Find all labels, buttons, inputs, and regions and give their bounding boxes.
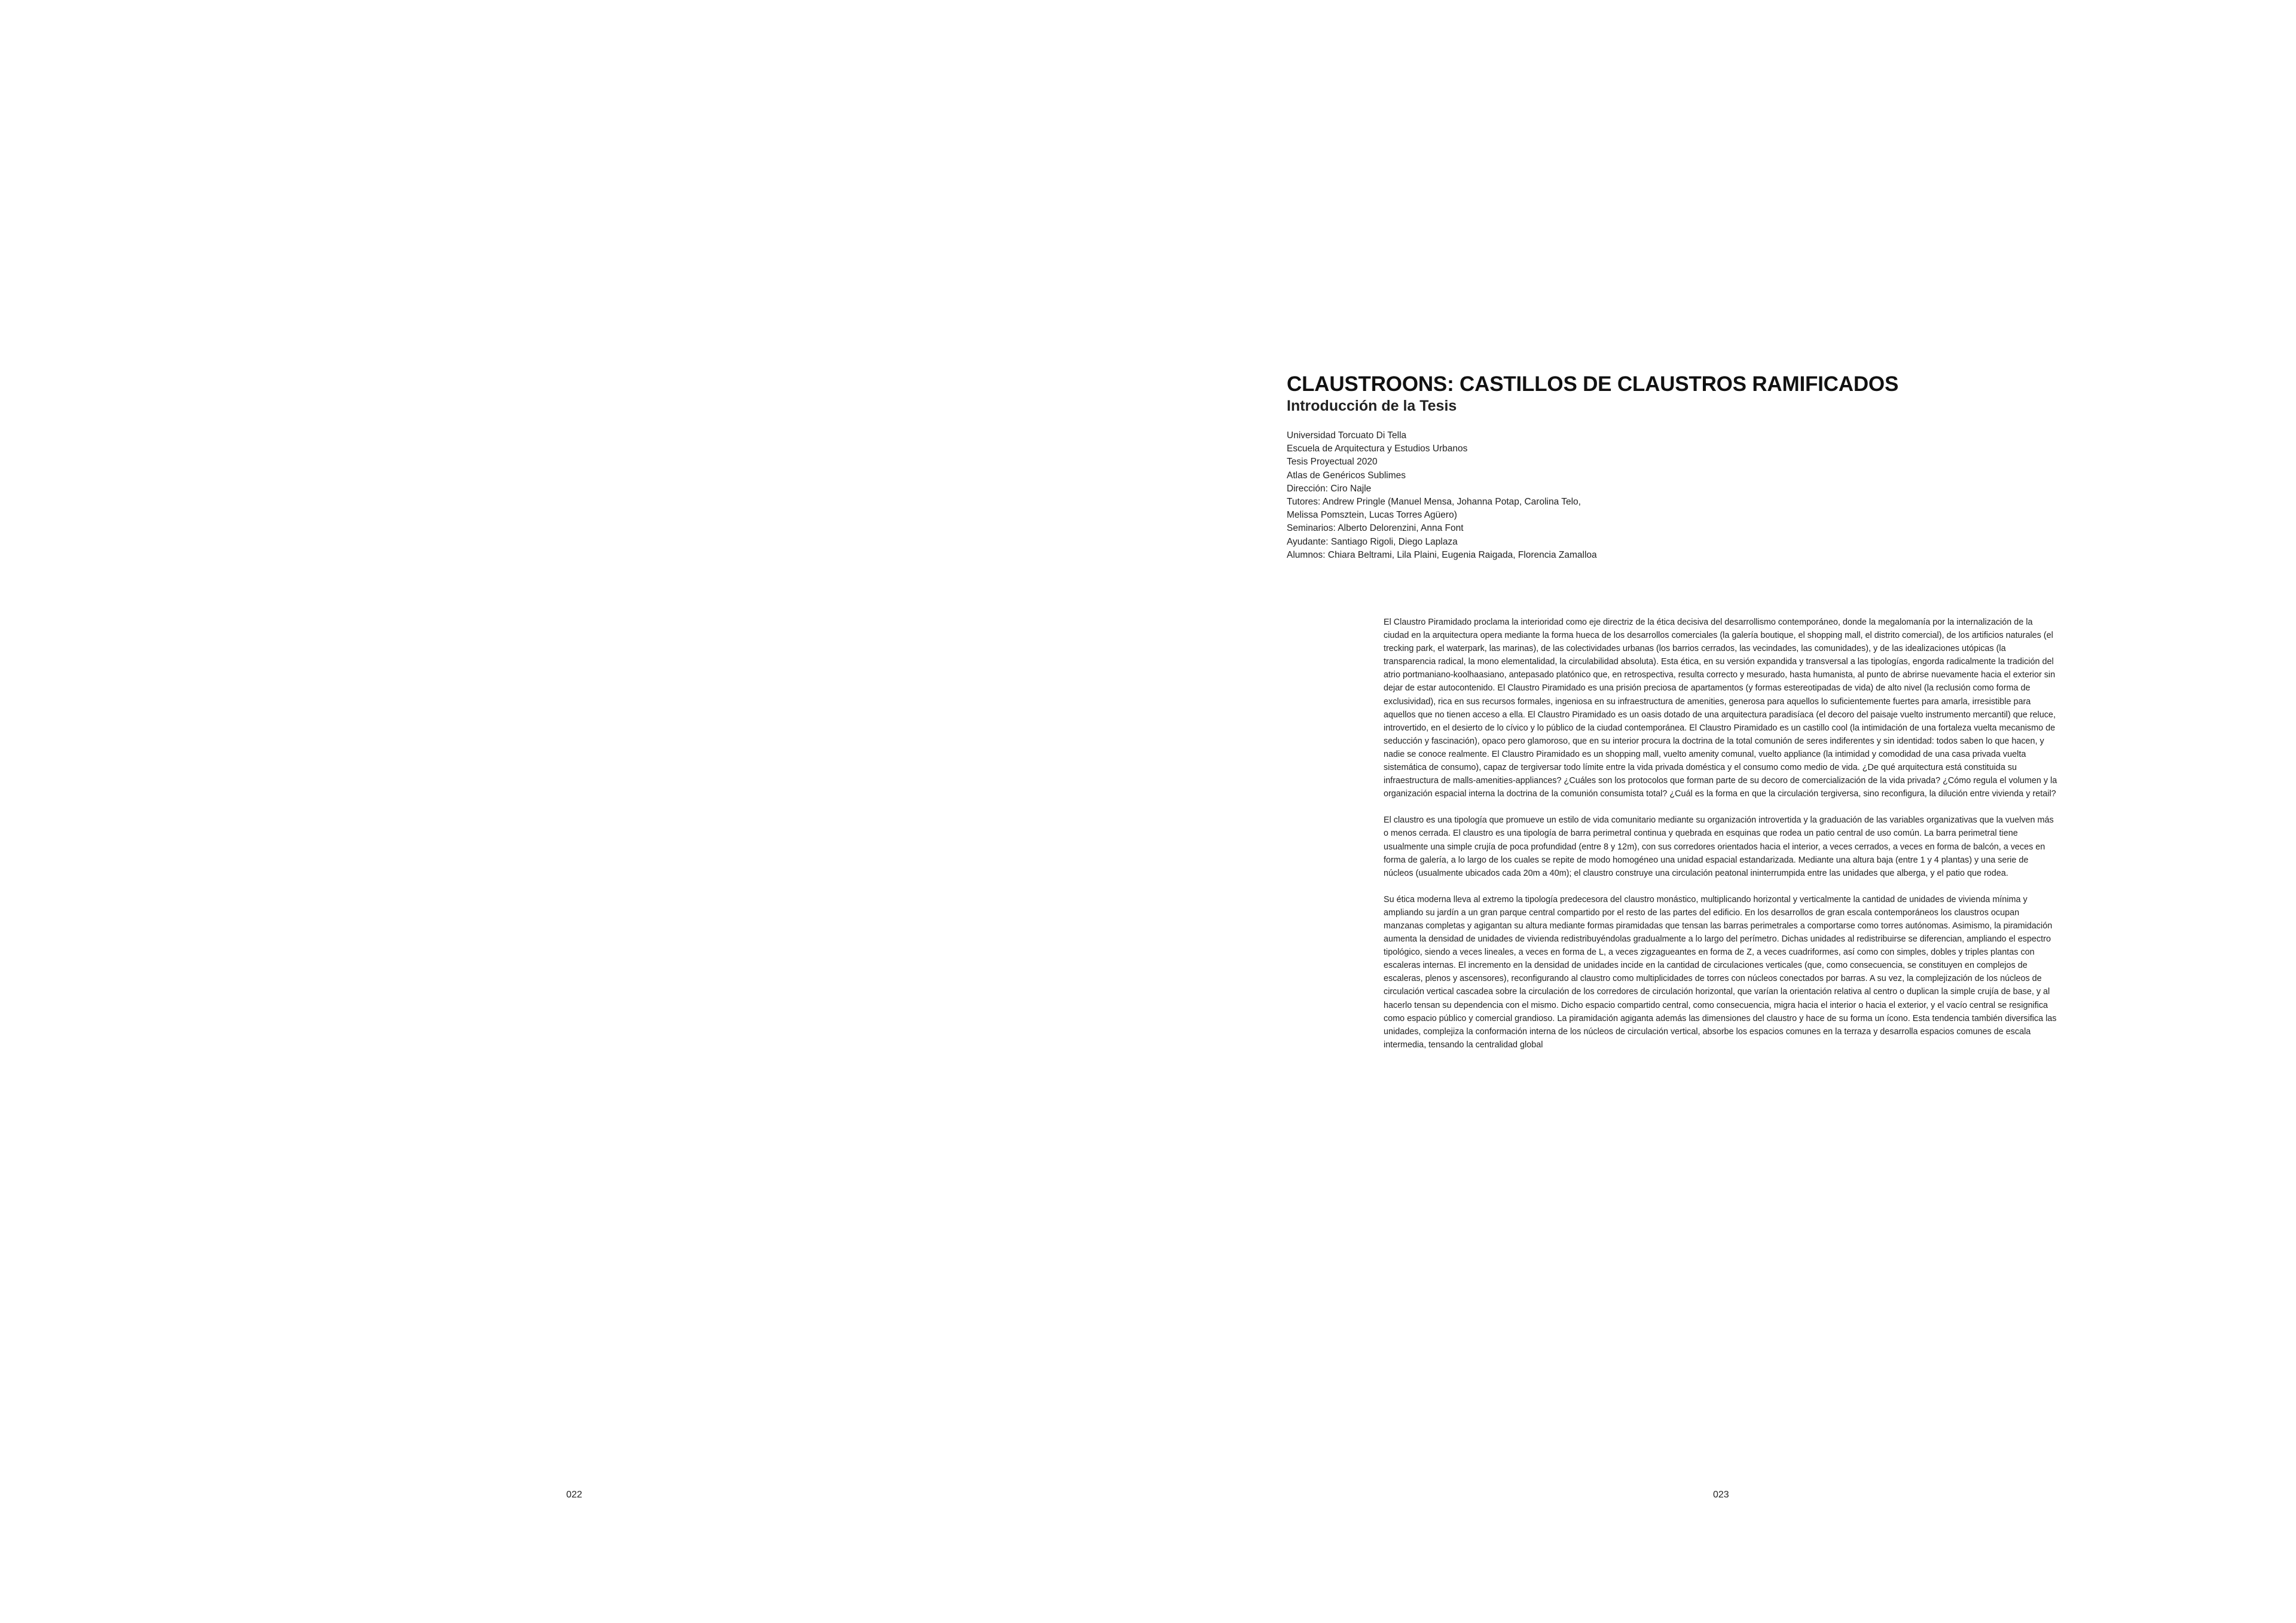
body-text	[1384, 616, 2059, 1065]
credit-line: Universidad Torcuato Di Tella	[1287, 430, 1407, 441]
page-title: CLAUSTROONS: CASTILLOS DE CLAUSTROS RAMIFICADOS	[1287, 372, 1899, 396]
credit-line: Dirección: Ciro Najle	[1287, 483, 1372, 494]
title-block	[1287, 372, 2064, 415]
credit-line: Tesis Proyectual 2020	[1287, 457, 1378, 467]
credit-line: Alumnos: Chiara Beltrami, Lila Plaini, Eugenia Raigada, Florencia Zamalloa	[1287, 549, 1597, 560]
credits-block	[1287, 429, 1705, 562]
credit-line: Melissa Pomsztein, Lucas Torres Agüero)	[1287, 510, 1457, 521]
credit-line: Escuela de Arquitectura y Estudios Urbanos	[1287, 444, 1468, 454]
body-paragraph: El claustro es una tipología que promueve un estilo de vida comunitario mediante su organización introvertida y la graduación de las variables organizativas que la vuelven más o menos cerrada. El claustro es una tipología de barra perimetral continua y quebrada en esquinas que rodea un patio central de uso común. La barra perimetral tiene usualmente una simple crujía de poca profundidad (entre 8 y 12m), con sus corredores orientados hacia el interior, a veces cerrados, a veces en forma de balcón, a veces en forma de galería, a lo largo de los cuales se repite de modo homogéneo una unidad espacial estandarizada. Mediante una altura baja (entre 1 y 4 plantas) y una serie de núcleos (usualmente ubicados cada 20m a 40m); el claustro construye una circulación peatonal ininterrumpida entre las unidades que alberga, y el patio que rodea.	[1384, 815, 2054, 878]
body-paragraph: El Claustro Piramidado proclama la interioridad como eje directriz de la ética decisiva del desarrollismo contemporáneo, donde la megalomanía por la internalización de la ciudad en la arquitectura opera mediante la forma hueca de los desarrollos comerciales (la galería boutique, el shopping mall, el distrito comercial), de los artificios naturales (el trecking park, el waterpark, las marinas), de las colectividades urbanas (los barrios cerrados, las vecindades, las comunidades), y de las idealizaciones utópicas (la transparencia radical, la mono elementalidad, la circulabilidad absoluta). Esta ética, en su versión expandida y transversal a las tipologías, engorda radicalmente la tradición del atrio portmaniano-koolhaasiano, antepasado platónico que, en retrospectiva, resulta correcto y mesurado, hasta humanista, al punto de abrirse nuevamente hacia el exterior sin dejar de estar autocontenido. El Claustro Piramidado es una prisión preciosa de apartamentos (y formas estereotipadas de vida) de alto nivel (la reclusión como forma de exclusividad), rica en sus recursos formales, ingeniosa en su infraestructura de amenities, generosa para aquellos lo suficientemente fuertes para amarla, irresistible para aquellos que no tienen acceso a ella. El Claustro Piramidado es un oasis dotado de una arquitectura paradisíaca (el decoro del paisaje vuelto instrumento mercantil) que reluce, introvertido, en el desierto de lo cívico y lo público de la ciudad contemporánea. El Claustro Piramidado es un castillo cool (la intimidación de una fortaleza vuelta mecanismo de seducción y fascinación), opaco pero glamoroso, que en su interior procura la doctrina de la total comunión de seres indiferentes y sin identidad: todos saben lo que hacen, y nadie se conoce realmente. El Claustro Piramidado es un shopping mall, vuelto amenity comunal, vuelto appliance (la intimidad y comodidad de una casa privada vuelta sistemática de consumo), capaz de tergiversar todo límite entre la vida privada doméstica y el consumo como medio de vida. ¿De qué arquitectura está constituida su infraestructura de malls-amenities-appliances? ¿Cuáles son los protocolos que forman parte de su decoro de comercialización de la vida privada? ¿Cómo regula el volumen y la organización espacial interna la doctrina de la comunión consumista total? ¿Cuál es la forma en que la circulación tergiversa, sino reconfigura, la dilución entre vivienda y retail?	[1384, 618, 2057, 799]
page-subtitle: Introducción de la Tesis	[1287, 398, 1457, 414]
page-number-right: 023	[1713, 1490, 1729, 1500]
credit-line: Seminarios: Alberto Delorenzini, Anna Font	[1287, 523, 1464, 534]
page-number-left: 022	[566, 1490, 582, 1500]
credit-line: Ayudante: Santiago Rigoli, Diego Laplaza	[1287, 536, 1458, 547]
body-paragraph: Su ética moderna lleva al extremo la tipología predecesora del claustro monástico, multiplicando horizontal y verticalmente la cantidad de unidades de vivienda mínima y ampliando su jardín a un gran parque central compartido por el resto de las partes del edificio. En los desarrollos de gran escala contemporáneos los claustros ocupan manzanas completas y agigantan su altura mediante formas piramidadas que tensan las barras perimetrales a comportarse como torres autónomas. Asimismo, la piramidación aumenta la densidad de unidades de vivienda redistribuyéndolas gradualmente a lo largo del perímetro. Dichas unidades al redistribuirse se diferencian, ampliando el espectro tipológico, siendo a veces lineales, a veces en forma de L, a veces zigzagueantes en forma de Z, a veces cuadriformes, así como con simples, dobles y triples plantas con escaleras internas. El incremento en la densidad de unidades incide en la cantidad de circulaciones verticales (que, como consecuencia, se constituyen en complejos de escaleras, plenos y ascensores), reconfigurando al claustro como multiplicidades de torres con núcleos conectados por barras. A su vez, la complejización de los núcleos de circulación vertical cascadea sobre la circulación de los corredores de circulación horizontal, que varían la orientación relativa al centro o duplican la simple crujía de base, y al hacerlo tensan su dependencia con el mismo. Dicho espacio compartido central, como consecuencia, migra hacia el interior o hacia el exterior, y el vacío central se resignifica como espacio público y comercial grandioso. La piramidación agiganta además las dimensiones del claustro y hace de su forma un ícono. Esta tendencia también diversifica las unidades, complejiza la conformación interna de los núcleos de circulación vertical, absorbe los espacios comunes en la terraza y desarrolla espacios comunes de escala intermedia, tensando la centralidad global	[1384, 894, 2057, 1050]
credit-line: Atlas de Genéricos Sublimes	[1287, 470, 1406, 481]
credit-line: Tutores: Andrew Pringle (Manuel Mensa, Johanna Potap, Carolina Telo,	[1287, 497, 1581, 508]
